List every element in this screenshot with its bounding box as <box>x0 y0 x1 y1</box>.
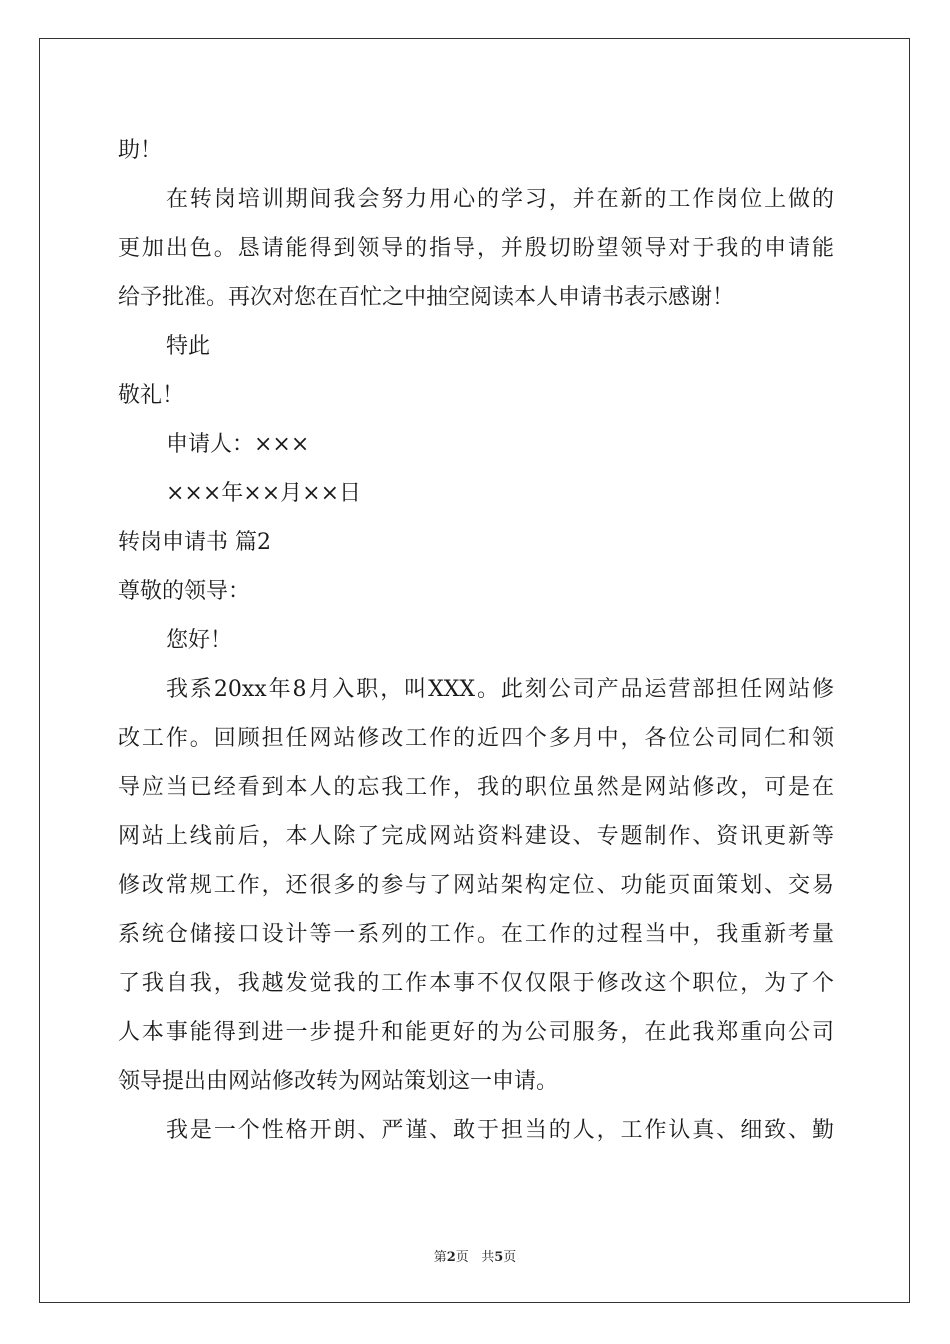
paragraph-line: 更加出色。恳请能得到领导的指导，并殷切盼望领导对于我的申请能 <box>118 236 834 261</box>
page-footer <box>0 1246 950 1265</box>
paragraph-line: 了我自我，我越发觉我的工作本事不仅仅限于修改这个职位，为了个 <box>118 971 834 996</box>
paragraph-line: 修改常规工作，还很多的参与了网站架构定位、功能页面策划、交易 <box>118 873 834 898</box>
paragraph-line: 网站上线前后，本人除了完成网站资料建设、专题制作、资讯更新等 <box>118 824 834 849</box>
salutation: 尊敬的领导： <box>118 579 251 604</box>
paragraph-line: 在转岗培训期间我会努力用心的学习，并在新的工作岗位上做的 <box>166 187 834 212</box>
paragraph-line: 我系20xx年8月入职，叫XXX。此刻公司产品运营部担任网站修 <box>166 677 834 702</box>
total-suffix: 页 <box>503 1250 517 1265</box>
paragraph-line: 系统仓储接口设计等一系列的工作。在工作的过程当中，我重新考量 <box>118 922 834 947</box>
total-pages: 5 <box>494 1250 504 1265</box>
page-prefix: 第 <box>433 1250 447 1265</box>
date-line: ×××年××月××日 <box>166 481 362 506</box>
paragraph-line: 人本事能得到进一步提升和能更好的为公司服务，在此我郑重向公司 <box>118 1020 834 1045</box>
total-prefix: 共 <box>481 1250 495 1265</box>
paragraph-line: 导应当已经看到本人的忘我工作，我的职位虽然是网站修改，可是在 <box>118 775 834 800</box>
closing-tezi: 特此 <box>166 334 211 359</box>
page-number: 2 <box>446 1250 456 1265</box>
document-body <box>118 126 834 1155</box>
paragraph-line: 我是一个性格开朗、严谨、敢于担当的人，工作认真、细致、勤 <box>166 1118 834 1143</box>
paragraph-line: 给予批准。再次对您在百忙之中抽空阅读本人申请书表示感谢！ <box>118 285 735 310</box>
page-suffix: 页 <box>455 1250 469 1265</box>
closing-jingli: 敬礼！ <box>118 383 185 408</box>
applicant-line: 申请人：××× <box>166 432 310 457</box>
paragraph-line: 领导提出由网站修改转为网站策划这一申请。 <box>118 1069 559 1094</box>
greeting: 您好！ <box>166 628 233 653</box>
section-title: 转岗申请书 篇2 <box>118 530 271 555</box>
paragraph-line: 助！ <box>118 138 163 163</box>
paragraph-line: 改工作。回顾担任网站修改工作的近四个多月中，各位公司同仁和领 <box>118 726 834 751</box>
